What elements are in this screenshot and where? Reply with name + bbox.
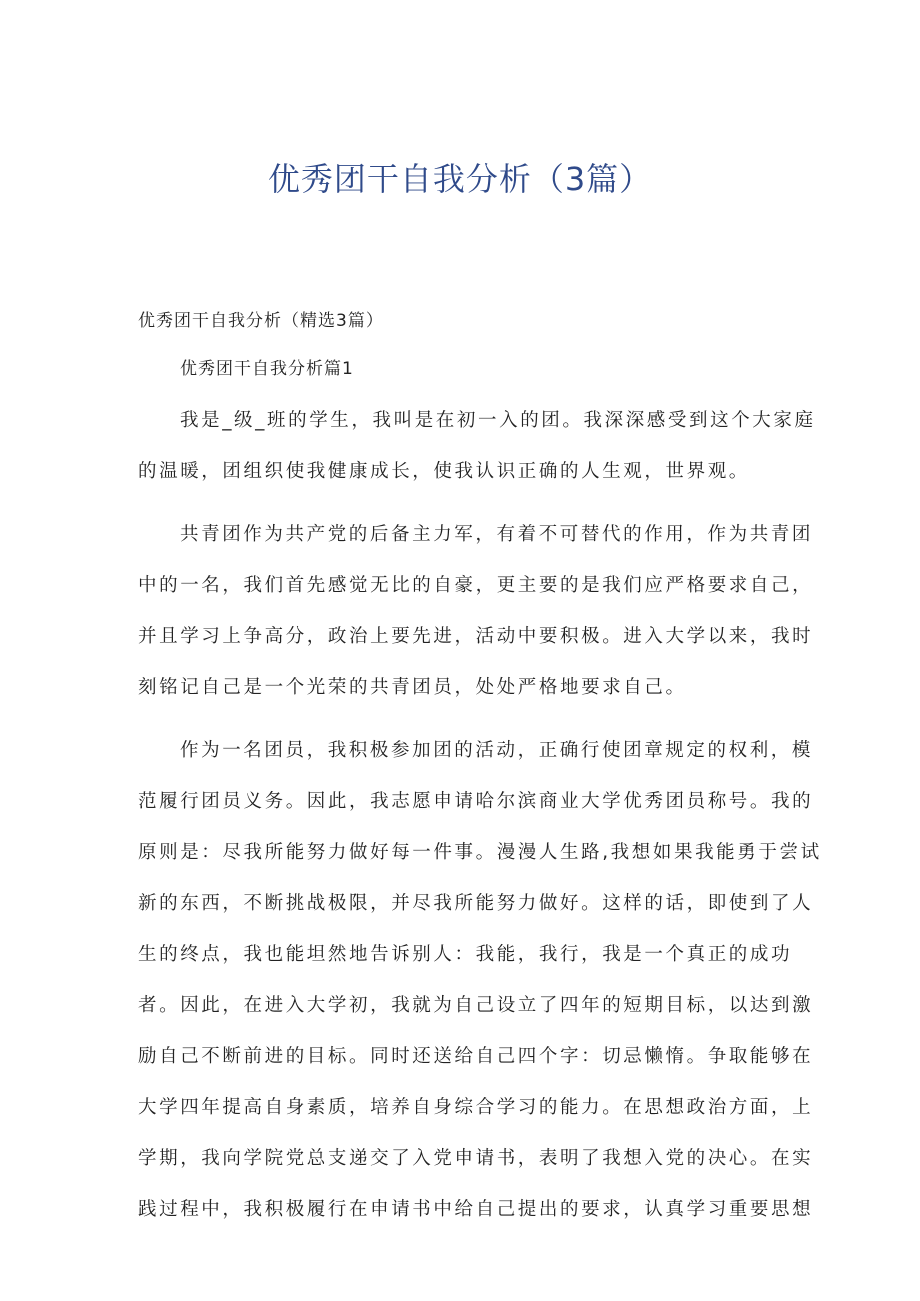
- paragraph-line: 生的终点，我也能坦然地告诉别人：我能，我行，我是一个真正的成功: [138, 944, 793, 965]
- paragraph: [138, 509, 814, 713]
- paragraph: [138, 395, 816, 497]
- paragraph-line: 的温暖，团组织使我健康成长，使我认识正确的人生观，世界观。: [138, 461, 750, 482]
- document-subtitle: 优秀团干自我分析（精选3篇）: [138, 311, 384, 331]
- paragraph-line: 我是_级_班的学生，我叫是在初一入的团。我深深感受到这个大家庭: [180, 410, 816, 431]
- section-heading: 优秀团干自我分析篇1: [180, 359, 354, 379]
- paragraph-line: 学期，我向学院党总支递交了入党申请书，表明了我想入党的决心。在实: [138, 1148, 814, 1169]
- paragraph-line: 中的一名，我们首先感觉无比的自豪，更主要的是我们应严格要求自己，: [138, 575, 814, 596]
- paragraph-line: 共青团作为共产党的后备主力军，有着不可替代的作用，作为共青团: [180, 524, 814, 545]
- paragraph-line: 原则是：尽我所能努力做好每一件事。漫漫人生路,我想如果我能勇于尝试: [138, 842, 822, 863]
- paragraph: [138, 725, 822, 1235]
- document-title: 优秀团干自我分析（3篇）: [267, 160, 653, 198]
- paragraph-line: 践过程中，我积极履行在申请书中给自己提出的要求，认真学习重要思想: [138, 1199, 814, 1220]
- paragraph-line: 大学四年提高自身素质，培养自身综合学习的能力。在思想政治方面，上: [138, 1097, 814, 1118]
- paragraph-line: 刻铭记自己是一个光荣的共青团员，处处严格地要求自己。: [138, 677, 687, 698]
- paragraph-line: 并且学习上争高分，政治上要先进，活动中要积极。进入大学以来，我时: [138, 626, 814, 647]
- paragraph-line: 者。因此，在进入大学初，我就为自己设立了四年的短期目标，以达到激: [138, 995, 814, 1016]
- paragraph-line: 励自己不断前进的目标。同时还送给自己四个字：切忌懒惰。争取能够在: [138, 1046, 814, 1067]
- document-body: [138, 301, 822, 1235]
- paragraph-line: 新的东西，不断挑战极限，并尽我所能努力做好。这样的话，即使到了人: [138, 893, 814, 914]
- paragraph-line: 作为一名团员，我积极参加团的活动，正确行使团章规定的权利，模: [180, 740, 814, 761]
- paragraph-line: 范履行团员义务。因此，我志愿申请哈尔滨商业大学优秀团员称号。我的: [138, 791, 814, 812]
